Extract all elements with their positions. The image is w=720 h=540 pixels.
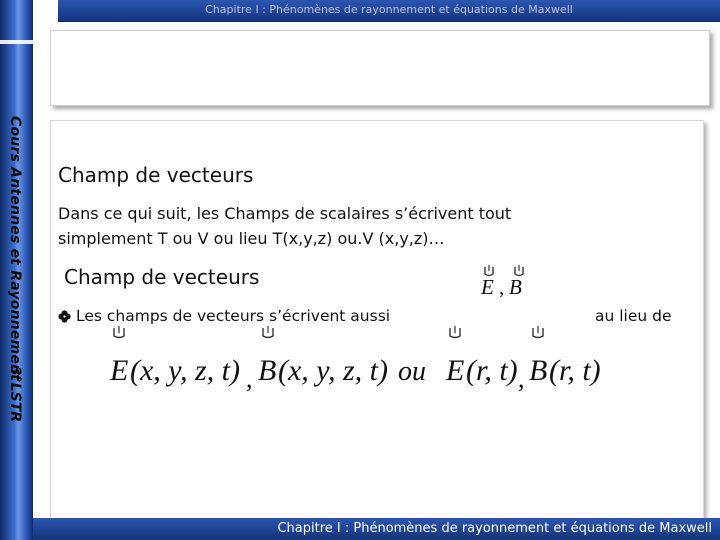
equation-ou: ou	[398, 356, 426, 387]
sidebar-level-label: 3°LSTR	[7, 366, 23, 423]
equation-B2: B	[529, 354, 548, 387]
sidebar-course-label: Cours Antennes et Rayonnement	[7, 116, 23, 382]
equation-args-3: (r, t)	[466, 354, 518, 387]
heading-champ-de-vecteurs: Champ de vecteurs	[58, 163, 254, 187]
paragraph-line-2: simplement T ou V ou lieu T(x,y,z) ou.V (x,y,z)…	[58, 229, 445, 248]
equation-B1: B	[258, 354, 277, 387]
equation-E2: E	[446, 354, 465, 387]
inline-vector-symbols	[475, 264, 535, 324]
diamond-bullet-icon	[58, 310, 71, 323]
footer-bar	[33, 518, 720, 540]
equation-comma-1: ,	[246, 364, 253, 393]
equation-comma-2: ,	[518, 364, 525, 393]
inline-B-symbol: B	[509, 275, 522, 299]
paragraph-line-1: Dans ce qui suit, les Champs de scalaires s’écrivent tout	[58, 204, 512, 223]
sidebar-divider	[0, 40, 33, 44]
bullet-text: Les champs de vecteurs s’écrivent aussi	[76, 307, 391, 325]
paragraph-scalaires	[58, 201, 658, 251]
slide-title-box	[50, 30, 710, 106]
vector-field-equation	[108, 325, 613, 410]
footer-chapter-title: Chapitre I : Phénomènes de rayonnement et équations de Maxwell	[277, 521, 712, 536]
equation-args-4: (r, t)	[549, 354, 601, 387]
header-bar	[58, 0, 720, 22]
equation-E1: E	[110, 354, 129, 387]
bullet-tail-text: au lieu de	[595, 307, 672, 325]
heading-champ-de-vecteurs-2: Champ de vecteurs	[64, 265, 260, 289]
equation-args-2: (x, y, z, t)	[278, 354, 388, 387]
equation-args-1: (x, y, z, t)	[130, 354, 240, 387]
inline-E-symbol: E	[481, 275, 494, 299]
header-title: Chapitre I : Phénomènes de rayonnement et équations de Maxwell	[205, 3, 573, 16]
sidebar	[0, 0, 33, 540]
inline-comma: ,	[499, 275, 505, 299]
